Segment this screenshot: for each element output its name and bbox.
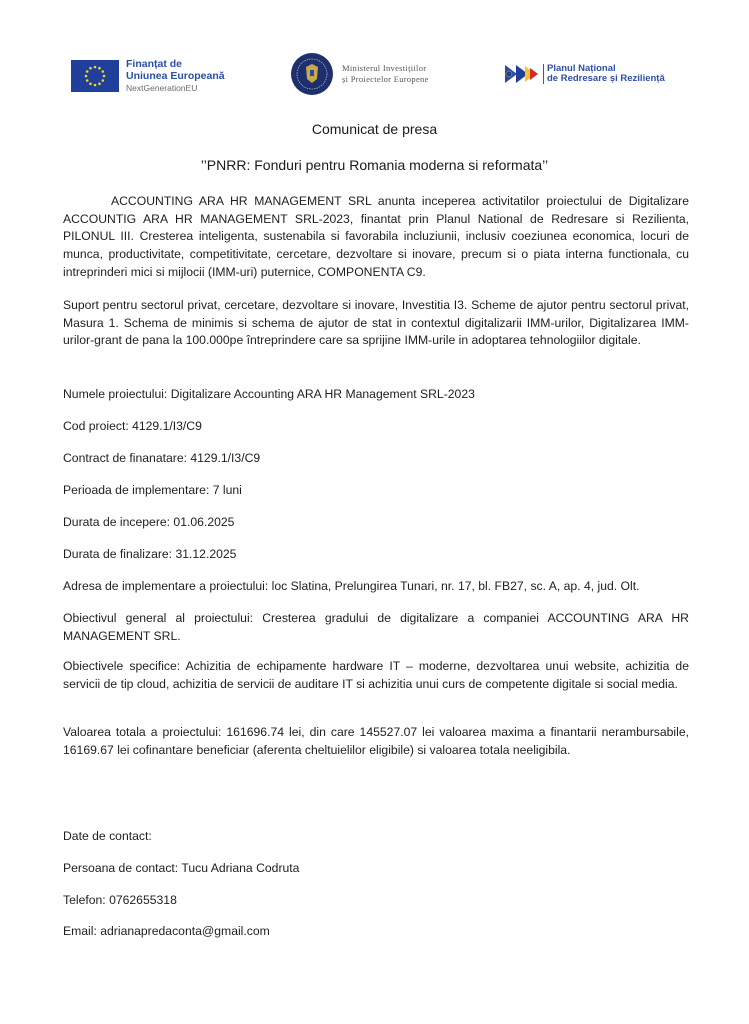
total-value: Valoarea totala a proiectului: 161696.74 lei, din care 145527.07 lei valoarea maxima a finantarii nerambursabile, 16169.67 lei cofinantare beneficiar (aferenta cheltuielilor eligibile) si valoarea totala neeligibila. [63, 725, 689, 757]
pnrr-logo-line1: Planul Național [547, 63, 616, 74]
paragraph-support: Suport pentru sectorul privat, cercetare, dezvoltare si inovare, Investitia I3. Scheme de ajutor pentru sectorul privat, Masura 1. Schema de minimis si schema de ajutor de stat in contextul digitalizarii IMM-urilor, Digitalizarea IMM-urilor-grant de pana la 100.000pe întreprindere care sa sprijine IMM-urile in adoptarea tehnologiilor digitale. [63, 298, 689, 348]
pnrr-logo [505, 63, 665, 85]
implementation-period: Perioada de implementare: 7 luni [63, 483, 242, 497]
contact-phone: Telefon: 0762655318 [63, 893, 177, 907]
ministry-logo-line1: Ministerul Investițiilor [342, 63, 427, 73]
paragraph-intro: ACCOUNTING ARA HR MANAGEMENT SRL anunta inceperea activitatilor proiectului de Digitalizare ACCOUNTIG ARA HR MANAGEMENT SRL-2023, finantat prin Planul National de Redresare si Rezilienta, PILONUL III. Cresterea inteligenta, sustenabila si favorabila incluziunii, inclusiv coeziunea economica, locuri de munca, productivitate, competitivitate, cercetare, dezvoltare si inovare, precum si o piata interna functionala, cu intreprinderi mici si mijlocii (IMM-uri) puternice, COMPONENTA C9. [63, 194, 689, 279]
header-logos [0, 50, 749, 105]
document-title: Comunicat de presa [311, 121, 438, 137]
eu-logo-line2: Uniunea Europeană [126, 70, 225, 82]
eu-flag-icon [71, 60, 119, 92]
contact-person: Persoana de contact: Tucu Adriana Codruta [63, 861, 300, 875]
eu-funding-logo [71, 58, 225, 94]
ministry-logo [291, 53, 429, 95]
ministry-logo-line2: și Proiectelor Europene [342, 74, 429, 84]
eu-logo-line1: Finanțat de [126, 58, 183, 70]
implementation-address: Adresa de implementare a proiectului: loc Slatina, Prelungirea Tunari, nr. 17, bl. FB27, sc. A, ap. 4, jud. Olt. [63, 579, 640, 593]
eu-logo-line3: NextGenerationEU [126, 83, 198, 93]
financing-contract: Contract de finanatare: 4129.1/I3/C9 [63, 451, 261, 465]
end-date: Durata de finalizare: 31.12.2025 [63, 547, 237, 561]
project-code: Cod proiect: 4129.1/I3/C9 [63, 419, 202, 433]
project-name: Numele proiectului: Digitalizare Accounting ARA HR Management SRL-2023 [63, 387, 475, 401]
pnrr-flag-arrows-icon [505, 63, 539, 85]
pnrr-logo-line2: de Redresare și Reziliență [547, 73, 665, 84]
specific-objectives: Obiectivele specifice: Achizitia de echipamente hardware IT – moderne, dezvoltarea unui website, achizitia de servicii de tip cloud, achizitia de servicii de auditare IT si achizitia unui curs de competente digitale si social media. [63, 659, 689, 691]
romanian-government-seal-icon [291, 53, 333, 95]
general-objective: Obiectivul general al proiectului: Cresterea gradului de digitalizare a companiei ACCOUNTING ARA HR MANAGEMENT SRL. [63, 611, 689, 643]
start-date: Durata de incepere: 01.06.2025 [63, 515, 235, 529]
contact-email: Email: adrianapredaconta@gmail.com [63, 924, 270, 938]
contact-heading: Date de contact: [63, 829, 152, 843]
document-subtitle: ’’PNRR: Fonduri pentru Romania moderna si reformata’’ [200, 157, 549, 173]
